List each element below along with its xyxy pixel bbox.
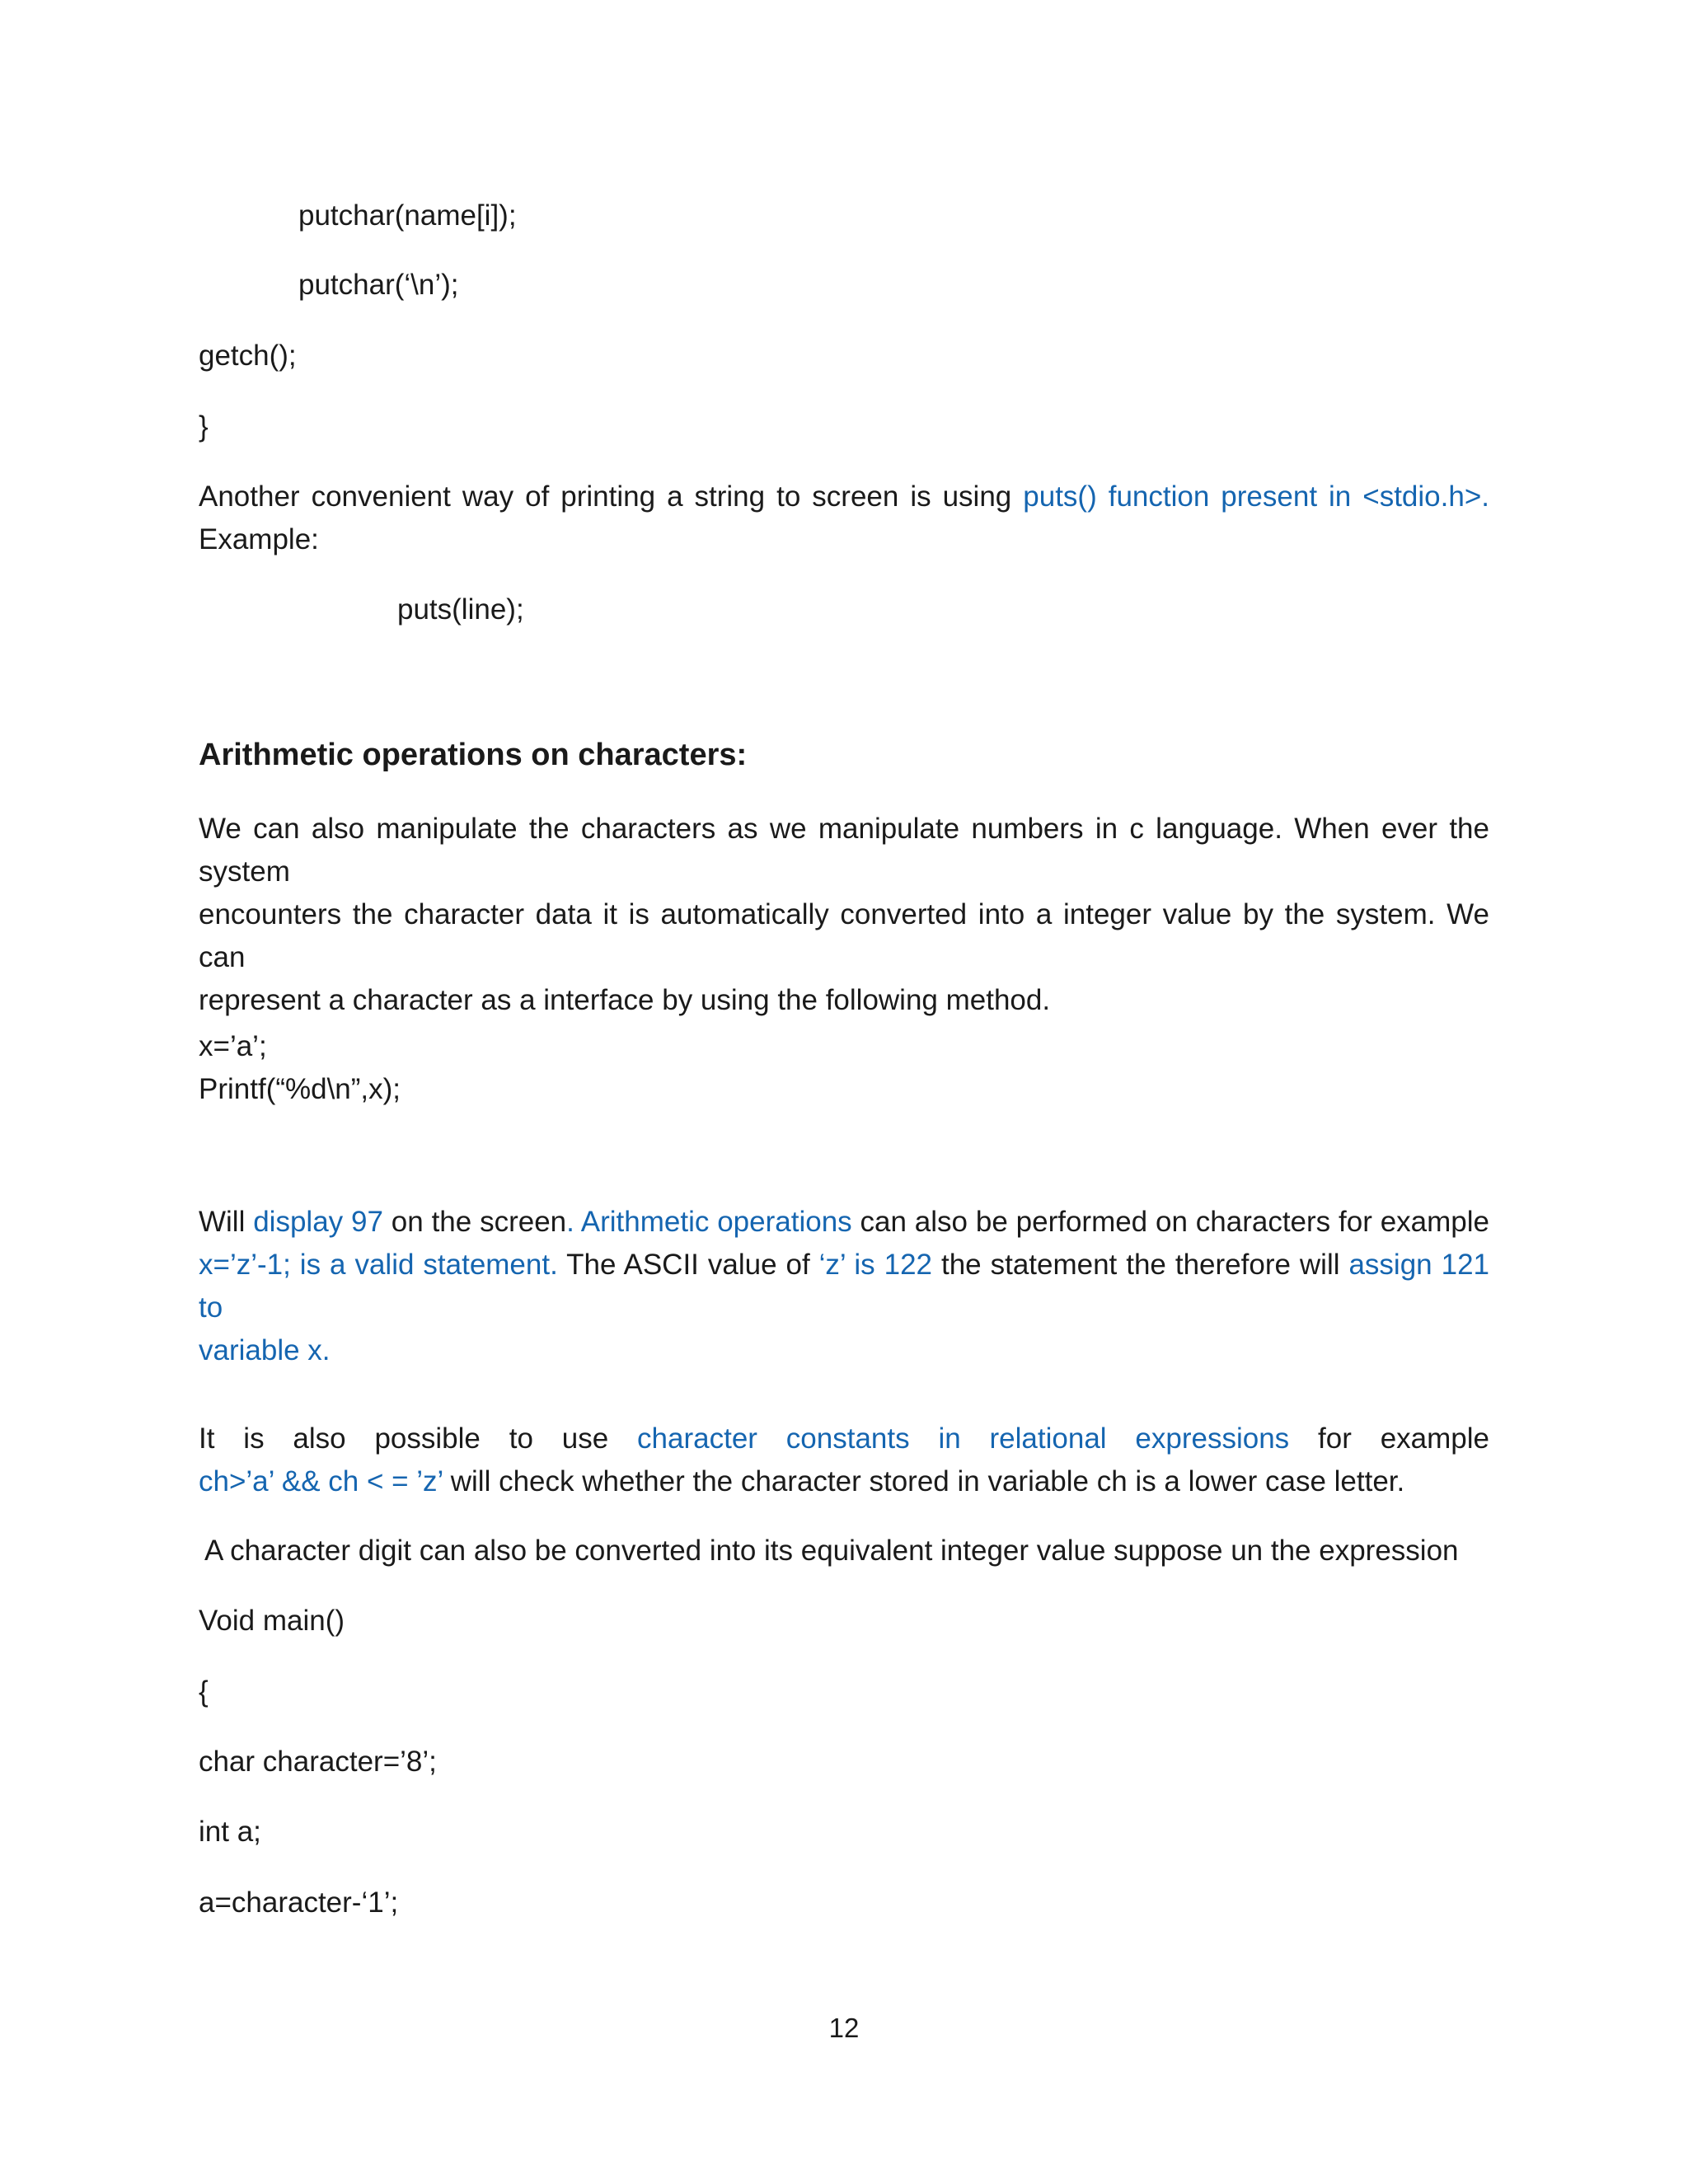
code-line: a=character-‘1’; — [199, 1886, 399, 1919]
highlighted-text: assign 121 to — [199, 1249, 1489, 1324]
digit-paragraph: A character digit can also be converted into its equivalent integer value suppose un the expression — [204, 1535, 1459, 1567]
code-line: } — [199, 410, 209, 443]
highlighted-text: puts() function present in <stdio.h>. — [1023, 480, 1489, 513]
code-line: x=’a’; — [199, 1030, 267, 1062]
highlighted-text: . Arithmetic operations — [566, 1206, 852, 1238]
highlighted-text: ch>’a’ && ch < = ’z’ — [199, 1465, 443, 1497]
highlighted-text: character constants in relational expressions — [637, 1422, 1290, 1455]
paragraph-text: Will — [199, 1206, 254, 1238]
paragraph-text: The ASCII value of — [557, 1249, 819, 1281]
paragraph-text: for example — [1289, 1422, 1489, 1455]
page-number: 12 — [828, 2013, 860, 2043]
code-line: puts(line); — [397, 593, 524, 626]
paragraph-line — [199, 1418, 1489, 1460]
highlighted-text: ‘z’ is 122 — [818, 1249, 933, 1281]
code-line: Void main() — [199, 1605, 345, 1637]
highlighted-text: x=’z’-1; is a valid statement. — [199, 1249, 558, 1281]
paragraph-text: Example: — [199, 523, 319, 555]
code-line: Printf(“%d\n”,x); — [199, 1073, 401, 1105]
paragraph-text: can also be performed on characters for example — [851, 1206, 1490, 1238]
display-paragraph — [199, 1201, 1489, 1372]
paragraph-text: Another convenient way of printing a string to screen is using — [199, 480, 1024, 513]
paragraph-line: represent a character as a interface by using the following method. — [199, 984, 1051, 1016]
paragraph-line — [199, 1460, 1489, 1503]
paragraph-text: will check whether the character stored in variable ch is a lower case letter. — [443, 1465, 1405, 1497]
paragraph-line — [199, 1244, 1489, 1329]
code-line: int a; — [199, 1816, 261, 1848]
puts-paragraph — [199, 476, 1489, 561]
code-line: getch(); — [199, 340, 297, 372]
paragraph-text: It is also possible to use — [199, 1422, 638, 1455]
code-line: { — [199, 1675, 209, 1708]
paragraph-line — [199, 476, 1489, 518]
paragraph-text: the statement the therefore will — [932, 1249, 1349, 1281]
code-line: char character=’8’; — [199, 1746, 437, 1778]
relational-paragraph — [199, 1418, 1489, 1503]
paragraph-text: on the screen — [382, 1206, 567, 1238]
paragraph-line — [199, 1201, 1489, 1244]
code-line: putchar(name[i]); — [298, 199, 517, 232]
paragraph-line: encounters the character data it is automatically converted into a integer value by the system. We can — [199, 898, 1489, 973]
paragraph-line: We can also manipulate the characters as we manipulate numbers in c language. When ever the system — [199, 813, 1489, 888]
highlighted-text: variable x. — [199, 1334, 331, 1366]
section-heading: Arithmetic operations on characters: — [199, 738, 748, 772]
highlighted-text: display 97 — [253, 1206, 383, 1238]
code-line: putchar(‘\n’); — [298, 269, 459, 301]
intro-paragraph — [199, 808, 1489, 1022]
